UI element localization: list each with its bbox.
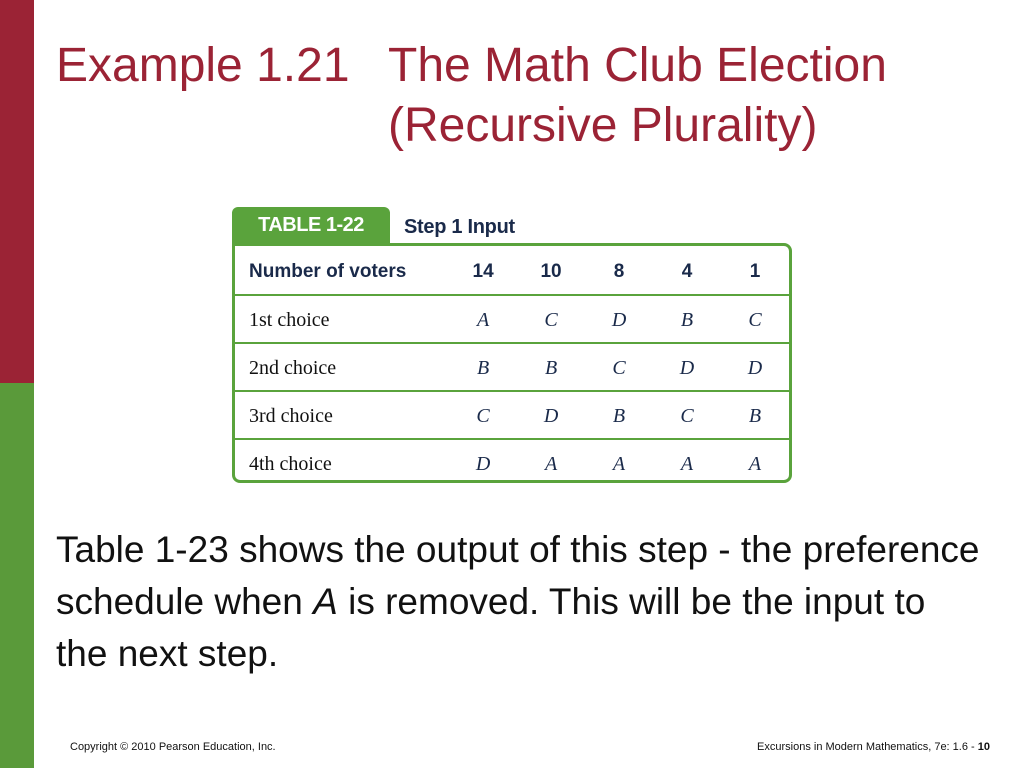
header-cell: 10	[540, 261, 562, 282]
row-label: 1st choice	[249, 308, 330, 331]
body-text-italic: A	[313, 581, 338, 622]
slide-title	[56, 36, 887, 156]
row-label: 4th choice	[249, 452, 332, 475]
body-text-part1: Table 1-23 shows the output of this step - the preference schedule when	[56, 529, 980, 622]
body-text-part2: is removed. This will be the input to the next step.	[56, 581, 926, 674]
table-tab-label: TABLE 1-22	[232, 207, 390, 247]
row-label: 3rd choice	[249, 404, 333, 427]
table-caption: Step 1 Input	[404, 216, 515, 238]
accent-bar-red	[0, 0, 34, 383]
table-cell: D	[611, 308, 627, 331]
table-row	[235, 294, 789, 344]
table-row	[235, 342, 789, 392]
footer-book-title: Excursions in Modern Mathematics, 7e: 1.6 -	[757, 741, 978, 753]
table-cell: C	[748, 308, 762, 331]
table-cell: A	[476, 308, 490, 331]
header-cell: 1	[749, 261, 761, 282]
table-cell: A	[544, 452, 558, 475]
table-cell: D	[543, 404, 559, 427]
table-box	[232, 243, 792, 483]
title-heading	[388, 36, 887, 156]
preference-table	[232, 207, 798, 489]
body-paragraph	[56, 524, 986, 680]
row-label: 2nd choice	[249, 356, 337, 379]
footer-page-number: 10	[977, 741, 990, 753]
table-cell: D	[747, 356, 763, 379]
table-row	[235, 390, 789, 440]
table-cell: D	[679, 356, 695, 379]
table-cell: C	[612, 356, 626, 379]
header-cell: 8	[613, 261, 625, 282]
title-line-2: (Recursive Plurality)	[388, 99, 818, 152]
footer-copyright: Copyright © 2010 Pearson Education, Inc.	[70, 741, 276, 753]
title-example-number: Example 1.21	[56, 39, 350, 92]
table-cell: C	[544, 308, 558, 331]
table-row	[235, 438, 789, 488]
table-cell: D	[475, 452, 491, 475]
table-cell: A	[612, 452, 626, 475]
table-cell: B	[476, 356, 490, 379]
table-cell: C	[680, 404, 694, 427]
footer-book-info	[757, 741, 990, 753]
table-cell: B	[748, 404, 762, 427]
table-cell: A	[680, 452, 694, 475]
table-cell: C	[476, 404, 490, 427]
accent-bar-green	[0, 383, 34, 768]
header-cell: 4	[681, 261, 693, 282]
table-cell: B	[612, 404, 626, 427]
table-cell: B	[544, 356, 558, 379]
table-cell: A	[748, 452, 762, 475]
title-line-1: The Math Club Election	[388, 39, 887, 92]
table-header-row	[235, 248, 789, 296]
header-label: Number of voters	[249, 261, 407, 282]
header-cell: 14	[472, 261, 494, 282]
table-cell: B	[680, 308, 694, 331]
